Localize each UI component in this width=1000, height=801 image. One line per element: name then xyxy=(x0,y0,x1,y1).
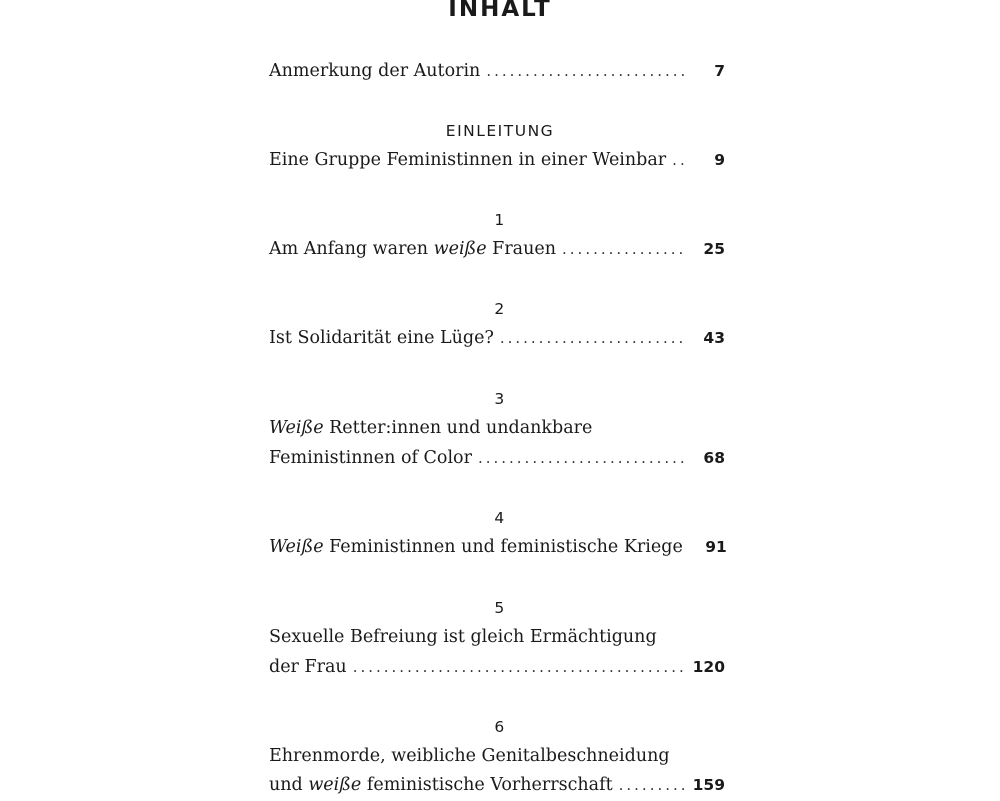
toc-entry-line[interactable] xyxy=(269,328,725,354)
dot-leader xyxy=(353,658,685,676)
page-number: 120 xyxy=(692,658,725,676)
dot-leader xyxy=(478,449,687,467)
page-number: 43 xyxy=(703,329,725,347)
page-title: INHALT xyxy=(448,0,552,22)
page-number: 68 xyxy=(703,449,725,467)
toc-entry-line[interactable] xyxy=(269,239,725,265)
toc-entry-text: Ist Solidarität eine Lüge? xyxy=(269,328,494,348)
toc-entry-text: und weiße feministische Vorherrschaft xyxy=(269,775,613,795)
chapter-heading: 3 xyxy=(494,390,506,408)
toc-entry-line[interactable] xyxy=(269,448,725,474)
dot-leader xyxy=(486,62,687,80)
dot-leader xyxy=(619,776,685,794)
toc-entry-line-first[interactable] xyxy=(269,746,725,772)
toc-entry-text: Weiße Retter:innen und undankbare xyxy=(269,418,593,438)
toc-entry-text: Sexuelle Befreiung ist gleich Ermächtigung xyxy=(269,627,657,647)
toc-entry-text: Feministinnen of Color xyxy=(269,448,472,468)
page-number: 25 xyxy=(703,240,725,258)
page-number: 7 xyxy=(714,62,725,80)
toc-entry-text: Weiße Feministinnen und feministische Kriege xyxy=(269,537,683,557)
toc-entry-line-first[interactable] xyxy=(269,418,725,444)
toc-entry-text: der Frau xyxy=(269,657,347,677)
dot-leader xyxy=(672,151,687,169)
toc-entry-text: Anmerkung der Autorin xyxy=(269,61,481,81)
toc-entry-text: Ehrenmorde, weibliche Genitalbeschneidung xyxy=(269,746,670,766)
toc-entry-line[interactable] xyxy=(269,657,725,683)
toc-entry-line[interactable] xyxy=(269,537,725,563)
toc-entry-line-first[interactable] xyxy=(269,627,725,653)
chapter-heading: 4 xyxy=(494,509,506,527)
chapter-heading: 5 xyxy=(494,599,506,617)
dot-leader xyxy=(500,329,687,347)
page-number: 91 xyxy=(705,538,727,556)
toc-entry-text: Eine Gruppe Feministinnen in einer Weinbar xyxy=(269,150,667,170)
chapter-heading: 1 xyxy=(494,211,506,229)
chapter-heading: 6 xyxy=(494,718,506,736)
chapter-heading: 2 xyxy=(494,300,506,318)
toc-entry-line[interactable] xyxy=(269,775,725,801)
page-number: 159 xyxy=(692,776,725,794)
toc-entry-line[interactable] xyxy=(269,150,725,176)
toc-entry-line[interactable] xyxy=(269,61,725,87)
dot-leader xyxy=(562,240,687,258)
page-number: 9 xyxy=(714,151,725,169)
toc-entry-text: Am Anfang waren weiße Frauen xyxy=(269,239,557,259)
chapter-heading: EINLEITUNG xyxy=(445,122,555,140)
